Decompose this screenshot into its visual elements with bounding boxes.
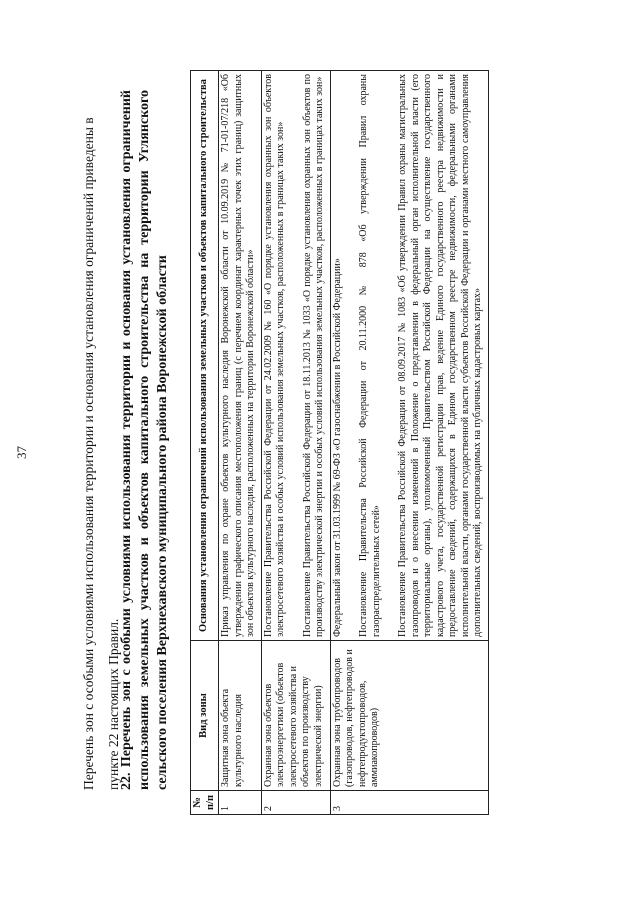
row-number: 2: [261, 791, 330, 815]
table-row: [219, 71, 262, 815]
page-number: 37: [14, 446, 29, 459]
row-number: 3: [330, 791, 488, 815]
basis-cell: [330, 71, 488, 641]
table-row: [330, 71, 488, 815]
legal-basis-item: Федеральный закон от 31.03.1999 № 69-ФЗ «О газоснабжении в Российской Федерации»: [331, 258, 343, 637]
section-title: 22. Перечень зон с особыми условиями использования территории и основания установления ограничений использования земельных участков и объектов капитального строительства на территории Углянского сельского поселения Верхнехавского муниципального района Воронежской области: [119, 90, 170, 790]
legal-basis-item: Постановление Правительства Российской Федерации от 20.11.2000 № 878 «Об утверждении Правил охраны газораспределительных сетей»: [358, 74, 382, 637]
zone-kind-cell: Охранная зона объектов электроэнергетики (объектов электросетевого хозяйства и объектов по производству электрической энергии): [261, 641, 330, 791]
intro-text: Перечень зон с особыми условиями использования территории и основания установления ограничений приведены в: [80, 117, 96, 790]
zone-kind-cell: Защитная зона объекта культурного наследия: [219, 641, 262, 791]
intro-text-tail: пункте 22 настоящих Правил.: [105, 618, 121, 790]
row-number: 1: [219, 791, 262, 815]
legal-basis-item: Приказ управления по охране объектов культурного наследия Воронежской области от 10.09.2019 № 71-01-07/218 «Об утверждении графического описания местоположения границ (с перечнем координат характерных точек этих границ) защитных зон объектов культурного наследия, расположенных на территории Воронежской области»: [220, 74, 256, 637]
header-basis: Основания установления ограничений использования земельных участков и объектов капитального строительства: [191, 71, 219, 641]
legal-basis-item: Постановление Правительства Российской Федерации от 18.11.2013 № 1033 «О порядке установления охранных зон объектов по производству электрической энергии и особых условий использования земельных участков, расположенных в границах таких зон»: [301, 74, 325, 637]
table-header-row: [191, 71, 219, 815]
legal-basis-item: Постановление Правительства Российской Федерации от 24.02.2009 № 160 «О порядке установления охранных зон объектов электросетевого хозяйства и особых условий использования земельных участков, расположенных в границах таких зон»: [262, 74, 286, 637]
legal-basis-item: Постановление Правительства Российской Федерации от 08.09.2017 № 1083 «Об утверждении Правил охраны магистральных газопроводов и о внесении изменений в Положение о представлении в федеральный орган исполнительной власти (его территориальные органы), уполномоченный Правительством Российской Федерации на осуществление государственного кадастрового учета, государственной регистрации прав, ведение Единого государственного реестра недвижимости и предоставление сведений, содержащихся в Едином государственном реестре недвижимости, федеральными органами исполнительной власти, органами государственной власти субъектов Российской Федерации и органами местного самоуправления дополнительных сведений, воспроизводимых на публичных кадастровых картах»: [397, 74, 483, 637]
header-number: № п/п: [191, 791, 219, 815]
table-row: [261, 71, 330, 815]
restrictions-table: [190, 70, 489, 815]
basis-cell: [261, 71, 330, 641]
header-zone-kind: Вид зоны: [191, 641, 219, 791]
basis-cell: [219, 71, 262, 641]
zone-kind-cell: Охранная зона трубопроводов (газопроводов, нефтепроводов и нефтепродуктопроводов, аммиакопроводов): [330, 641, 488, 791]
